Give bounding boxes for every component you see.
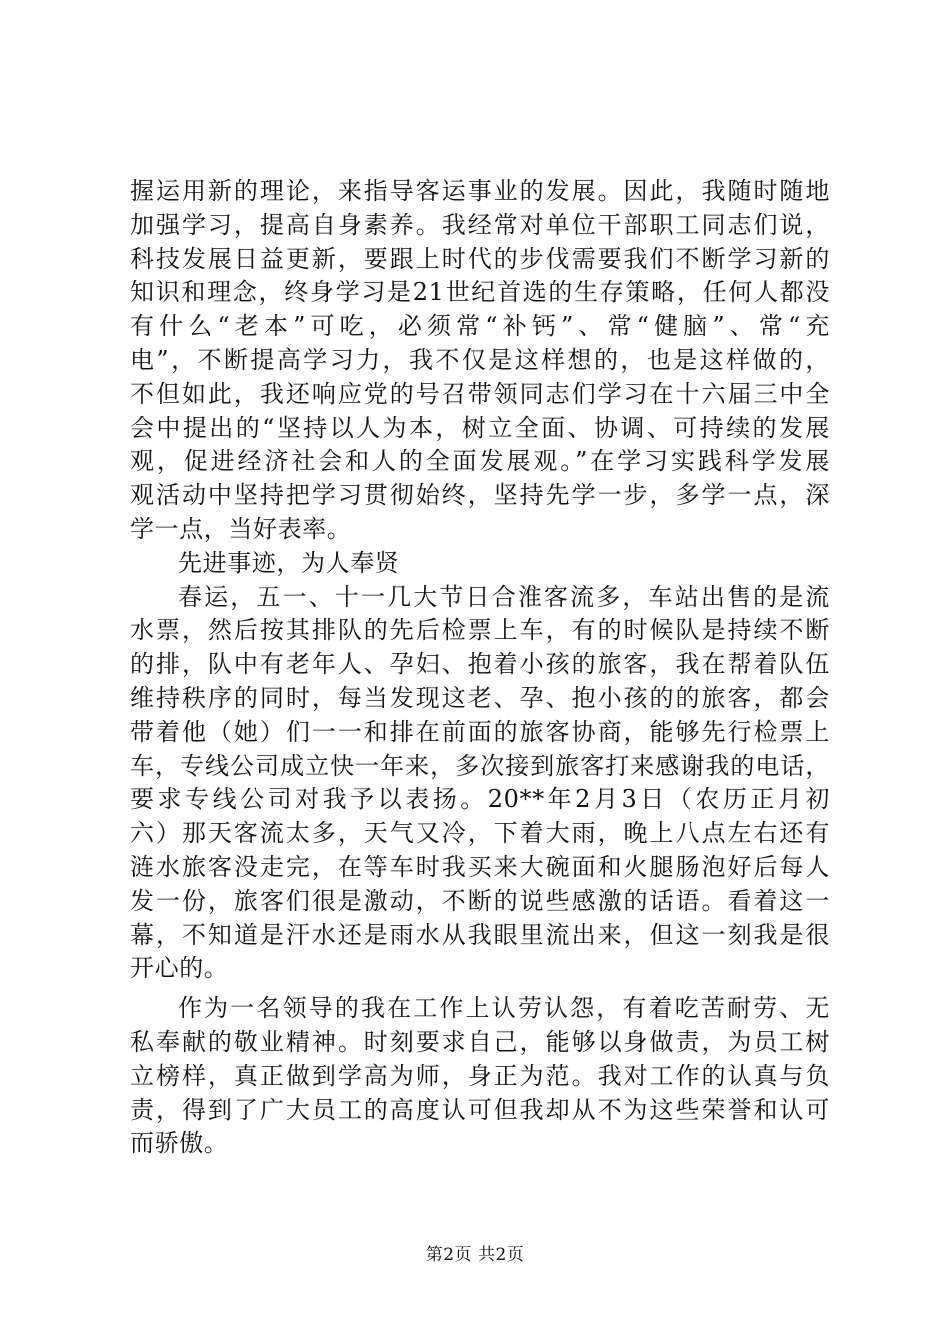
text-line: 责，得到了广大员工的高度认可但我却从不为这些荣誉和认可 [130,1095,830,1124]
text-line: 水票，然后按其排队的先后检票上车，有的时候队是持续不断 [130,616,830,645]
text-line: 科技发展日益更新，要跟上时代的步伐需要我们不断学习新的 [130,244,830,273]
document-body [130,175,830,1161]
text-line: 会中提出的“坚持以人为本，树立全面、协调、可持续的发展 [130,413,830,442]
text-line: 立榜样，真正做到学高为师，身正为范。我对工作的认真与负 [130,1061,830,1090]
text-line: 有什么“老本”可吃，必须常“补钙”、常“健脑”、常“充 [130,312,830,341]
text-line: 知识和理念，终身学习是21世纪首选的生存策略，任何人都没 [130,278,830,307]
paragraph [130,175,830,547]
text-line: 维持秩序的同时，每当发现这老、孕、抱小孩的的旅客，都会 [130,683,830,712]
text-line: 先进事迹，为人奉贤 [178,548,400,577]
text-line: 带着他（她）们一一和排在前面的旅客协商，能够先行检票上 [130,717,830,746]
text-line: 而骄傲。 [130,1129,229,1158]
text-line: 握运用新的理论，来指导客运事业的发展。因此，我随时随地 [130,177,830,205]
text-line: 观，促进经济社会和人的全面发展观。”在学习实践科学发展 [130,447,830,476]
text-line: 六）那天客流太多，天气又冷，下着大雨，晚上八点左右还有 [130,819,830,848]
text-line: 幕，不知道是汗水还是雨水从我眼里流出来，但这一刻我是很 [130,920,830,949]
text-line: 加强学习，提高自身素养。我经常对单位干部职工同志们说， [130,210,830,239]
text-line: 车，专线公司成立快一年来，多次接到旅客打来感谢我的电话， [130,751,830,780]
text-line: 观活动中坚持把学习贯彻始终，坚持先学一步，多学一点，深 [130,481,830,510]
text-line: 电”，不断提高学习力，我不仅是这样想的，也是这样做的， [130,345,830,374]
text-line: 的排，队中有老年人、孕妇、抱着小孩的旅客，我在帮着队伍 [130,650,830,679]
page-footer: 第2页 共2页 [425,1245,525,1265]
paragraph [130,547,830,581]
text-line: 私奉献的敬业精神。时刻要求自己，能够以身做责，为员工树 [130,1027,830,1056]
text-line: 作为一名领导的我在工作上认劳认怨，有着吃苦耐劳、无 [178,994,830,1023]
paragraph [130,992,830,1161]
text-line: 开心的。 [130,954,229,983]
text-line: 不但如此，我还响应党的号召带领同志们学习在十六届三中全 [130,379,830,408]
paragraph [130,581,830,987]
text-line: 学一点，当好表率。 [130,514,352,543]
text-line: 发一份，旅客们很是激动，不断的说些感激的话语。看着这一 [130,886,830,915]
text-line: 春运，五一、十一几大节日合淮客流多，车站出售的是流 [178,582,830,611]
text-line: 涟水旅客没走完，在等车时我买来大碗面和火腿肠泡好后每人 [130,852,830,881]
text-line: 要求专线公司对我予以表扬。20**年2月3日（农历正月初 [130,785,830,814]
